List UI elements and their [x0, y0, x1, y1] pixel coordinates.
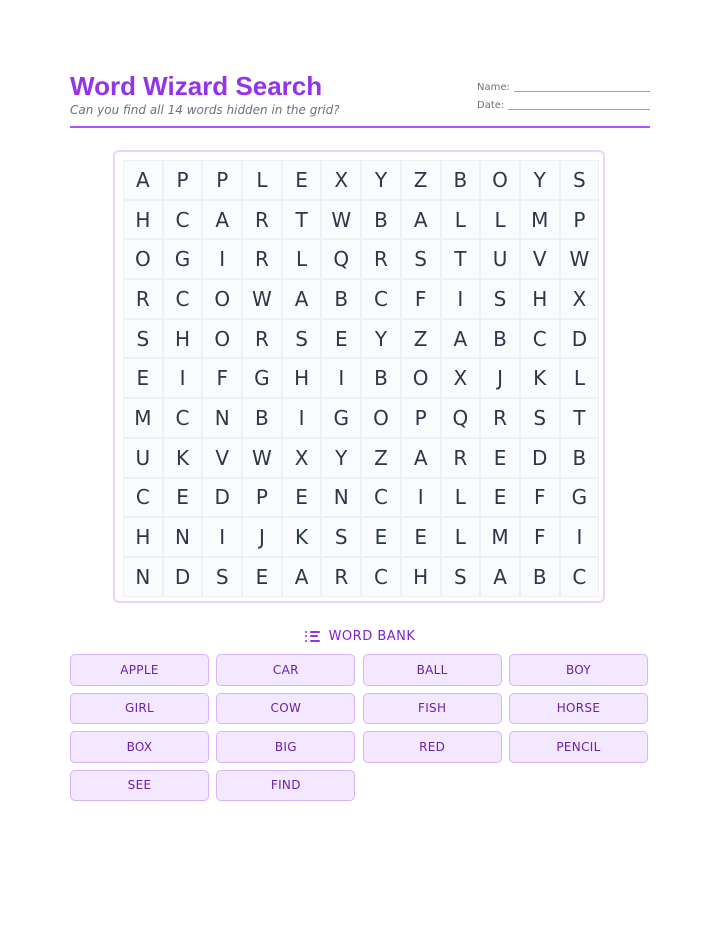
grid-cell[interactable]: C [361, 478, 401, 518]
grid-cell[interactable]: R [321, 557, 361, 597]
grid-cell[interactable]: M [520, 200, 560, 240]
grid-cell[interactable]: C [560, 557, 600, 597]
grid-cell[interactable]: L [441, 517, 481, 557]
grid-cell[interactable]: V [202, 438, 242, 478]
grid-cell[interactable]: Y [361, 160, 401, 200]
grid-cell[interactable]: E [282, 160, 322, 200]
word-chip-cow[interactable]: COW [216, 693, 355, 725]
grid-cell[interactable]: E [282, 478, 322, 518]
grid-cell[interactable]: Q [441, 398, 481, 438]
word-chip-apple[interactable]: APPLE [70, 654, 209, 686]
grid-cell[interactable]: I [441, 279, 481, 319]
grid-cell[interactable]: A [282, 279, 322, 319]
grid-cell[interactable]: X [441, 358, 481, 398]
grid-cell[interactable]: S [282, 319, 322, 359]
grid-cell[interactable]: W [242, 279, 282, 319]
grid-cell[interactable]: K [163, 438, 203, 478]
grid-cell[interactable]: D [202, 478, 242, 518]
grid-cell[interactable]: G [163, 239, 203, 279]
grid-cell[interactable]: H [401, 557, 441, 597]
grid-cell[interactable]: A [202, 200, 242, 240]
word-bank-heading [0, 627, 720, 645]
grid-cell[interactable]: L [242, 160, 282, 200]
word-chip-pencil[interactable]: PENCIL [509, 731, 648, 763]
date-line [508, 101, 650, 110]
grid-cell[interactable]: T [282, 200, 322, 240]
grid-cell[interactable]: G [321, 398, 361, 438]
grid-cell[interactable]: A [441, 319, 481, 359]
word-search-frame [113, 150, 605, 603]
grid-cell[interactable]: R [480, 398, 520, 438]
grid-cell[interactable]: H [123, 517, 163, 557]
grid-cell[interactable]: C [361, 279, 401, 319]
grid-cell[interactable]: I [321, 358, 361, 398]
word-chip-see[interactable]: SEE [70, 770, 209, 802]
grid-cell[interactable]: B [520, 557, 560, 597]
grid-cell[interactable]: E [242, 557, 282, 597]
grid-cell[interactable]: C [163, 200, 203, 240]
grid-cell[interactable]: G [560, 478, 600, 518]
grid-cell[interactable]: I [282, 398, 322, 438]
word-chip-red[interactable]: RED [363, 731, 502, 763]
grid-cell[interactable]: B [480, 319, 520, 359]
grid-cell[interactable]: A [401, 438, 441, 478]
grid-cell[interactable]: X [321, 160, 361, 200]
grid-cell[interactable]: S [520, 398, 560, 438]
grid-cell[interactable]: I [401, 478, 441, 518]
grid-cell[interactable]: N [163, 517, 203, 557]
page-title: Word Wizard Search [70, 71, 323, 101]
name-label: Name: [477, 81, 510, 93]
grid-cell[interactable]: P [163, 160, 203, 200]
grid-cell[interactable]: P [202, 160, 242, 200]
grid-cell[interactable]: C [361, 557, 401, 597]
grid-cell[interactable]: C [163, 279, 203, 319]
grid-cell[interactable]: R [242, 319, 282, 359]
grid-cell[interactable]: E [321, 319, 361, 359]
grid-cell[interactable]: B [361, 200, 401, 240]
grid-cell[interactable]: L [480, 200, 520, 240]
grid-cell[interactable]: S [321, 517, 361, 557]
grid-cell[interactable]: M [480, 517, 520, 557]
grid-cell[interactable]: H [282, 358, 322, 398]
grid-cell[interactable]: N [123, 557, 163, 597]
grid-cell[interactable]: S [202, 557, 242, 597]
grid-cell[interactable]: R [361, 239, 401, 279]
word-chip-ball[interactable]: BALL [363, 654, 502, 686]
grid-cell[interactable]: E [361, 517, 401, 557]
grid-cell[interactable]: P [401, 398, 441, 438]
grid-cell[interactable]: A [480, 557, 520, 597]
grid-cell[interactable]: Z [361, 438, 401, 478]
grid-cell[interactable]: N [321, 478, 361, 518]
word-chip-fish[interactable]: FISH [363, 693, 502, 725]
grid-cell[interactable]: O [123, 239, 163, 279]
grid-cell[interactable]: E [163, 478, 203, 518]
word-bank-title: WORD BANK [328, 628, 416, 644]
date-field[interactable] [477, 96, 650, 114]
grid-cell[interactable]: I [163, 358, 203, 398]
grid-cell[interactable]: R [123, 279, 163, 319]
grid-cell[interactable]: R [242, 200, 282, 240]
grid-cell[interactable]: N [202, 398, 242, 438]
name-line [514, 83, 650, 92]
grid-cell[interactable]: I [560, 517, 600, 557]
name-date-fields [477, 78, 650, 114]
grid-cell[interactable]: L [282, 239, 322, 279]
grid-cell[interactable]: R [441, 438, 481, 478]
word-chip-car[interactable]: CAR [216, 654, 355, 686]
grid-cell[interactable]: H [123, 200, 163, 240]
grid-cell[interactable]: S [560, 160, 600, 200]
grid-cell[interactable]: B [361, 358, 401, 398]
grid-cell[interactable]: Z [401, 160, 441, 200]
word-bank-list [70, 654, 650, 801]
grid-cell[interactable]: T [441, 239, 481, 279]
grid-cell[interactable]: B [560, 438, 600, 478]
grid-cell[interactable]: E [123, 358, 163, 398]
grid-cell[interactable]: C [163, 398, 203, 438]
grid-cell[interactable]: E [480, 478, 520, 518]
grid-cell[interactable]: C [520, 319, 560, 359]
grid-cell[interactable]: S [123, 319, 163, 359]
grid-cell[interactable]: L [441, 478, 481, 518]
word-search-grid [123, 160, 599, 597]
grid-cell[interactable]: E [480, 438, 520, 478]
grid-cell[interactable]: I [202, 239, 242, 279]
grid-cell[interactable]: B [321, 279, 361, 319]
word-chip-girl[interactable]: GIRL [70, 693, 209, 725]
grid-cell[interactable]: G [242, 358, 282, 398]
grid-cell[interactable]: I [202, 517, 242, 557]
grid-cell[interactable]: O [480, 160, 520, 200]
grid-cell[interactable]: A [123, 160, 163, 200]
grid-cell[interactable]: W [321, 200, 361, 240]
grid-cell[interactable]: A [401, 200, 441, 240]
grid-cell[interactable]: P [242, 478, 282, 518]
worksheet-header [70, 70, 650, 130]
grid-cell[interactable]: D [560, 319, 600, 359]
page-subtitle: Can you find all 14 words hidden in the grid? [70, 103, 340, 117]
grid-cell[interactable]: H [163, 319, 203, 359]
grid-cell[interactable]: Q [321, 239, 361, 279]
grid-cell[interactable]: E [401, 517, 441, 557]
grid-cell[interactable]: T [560, 398, 600, 438]
grid-cell[interactable]: L [560, 358, 600, 398]
grid-cell[interactable]: U [123, 438, 163, 478]
grid-cell[interactable]: O [202, 319, 242, 359]
grid-cell[interactable]: U [480, 239, 520, 279]
grid-cell[interactable]: S [401, 239, 441, 279]
word-chip-big[interactable]: BIG [216, 731, 355, 763]
grid-cell[interactable]: X [282, 438, 322, 478]
grid-cell[interactable]: V [520, 239, 560, 279]
grid-cell[interactable]: P [560, 200, 600, 240]
list-icon [305, 630, 321, 643]
grid-cell[interactable]: X [560, 279, 600, 319]
date-label: Date: [477, 99, 505, 111]
grid-cell[interactable]: O [202, 279, 242, 319]
grid-cell[interactable]: O [361, 398, 401, 438]
header-divider [70, 126, 650, 128]
word-chip-boy[interactable]: BOY [509, 654, 648, 686]
grid-cell[interactable]: M [123, 398, 163, 438]
grid-cell[interactable]: C [123, 478, 163, 518]
grid-cell[interactable]: K [520, 358, 560, 398]
word-chip-box[interactable]: BOX [70, 731, 209, 763]
grid-cell[interactable]: O [401, 358, 441, 398]
grid-cell[interactable]: A [282, 557, 322, 597]
grid-cell[interactable]: S [480, 279, 520, 319]
grid-cell[interactable]: F [520, 517, 560, 557]
grid-cell[interactable]: F [520, 478, 560, 518]
grid-cell[interactable]: B [242, 398, 282, 438]
grid-cell[interactable]: K [282, 517, 322, 557]
grid-cell[interactable]: H [520, 279, 560, 319]
grid-cell[interactable]: B [441, 160, 481, 200]
grid-cell[interactable]: D [163, 557, 203, 597]
grid-cell[interactable]: L [441, 200, 481, 240]
grid-cell[interactable]: R [242, 239, 282, 279]
name-field[interactable] [477, 78, 650, 96]
grid-cell[interactable]: S [441, 557, 481, 597]
grid-cell[interactable]: Y [361, 319, 401, 359]
grid-cell[interactable]: Z [401, 319, 441, 359]
grid-cell[interactable]: F [202, 358, 242, 398]
grid-cell[interactable]: W [242, 438, 282, 478]
word-chip-find[interactable]: FIND [216, 770, 355, 802]
grid-cell[interactable]: F [401, 279, 441, 319]
grid-cell[interactable]: D [520, 438, 560, 478]
grid-cell[interactable]: W [560, 239, 600, 279]
grid-cell[interactable]: J [480, 358, 520, 398]
grid-cell[interactable]: Y [520, 160, 560, 200]
word-chip-horse[interactable]: HORSE [509, 693, 648, 725]
grid-cell[interactable]: Y [321, 438, 361, 478]
grid-cell[interactable]: J [242, 517, 282, 557]
